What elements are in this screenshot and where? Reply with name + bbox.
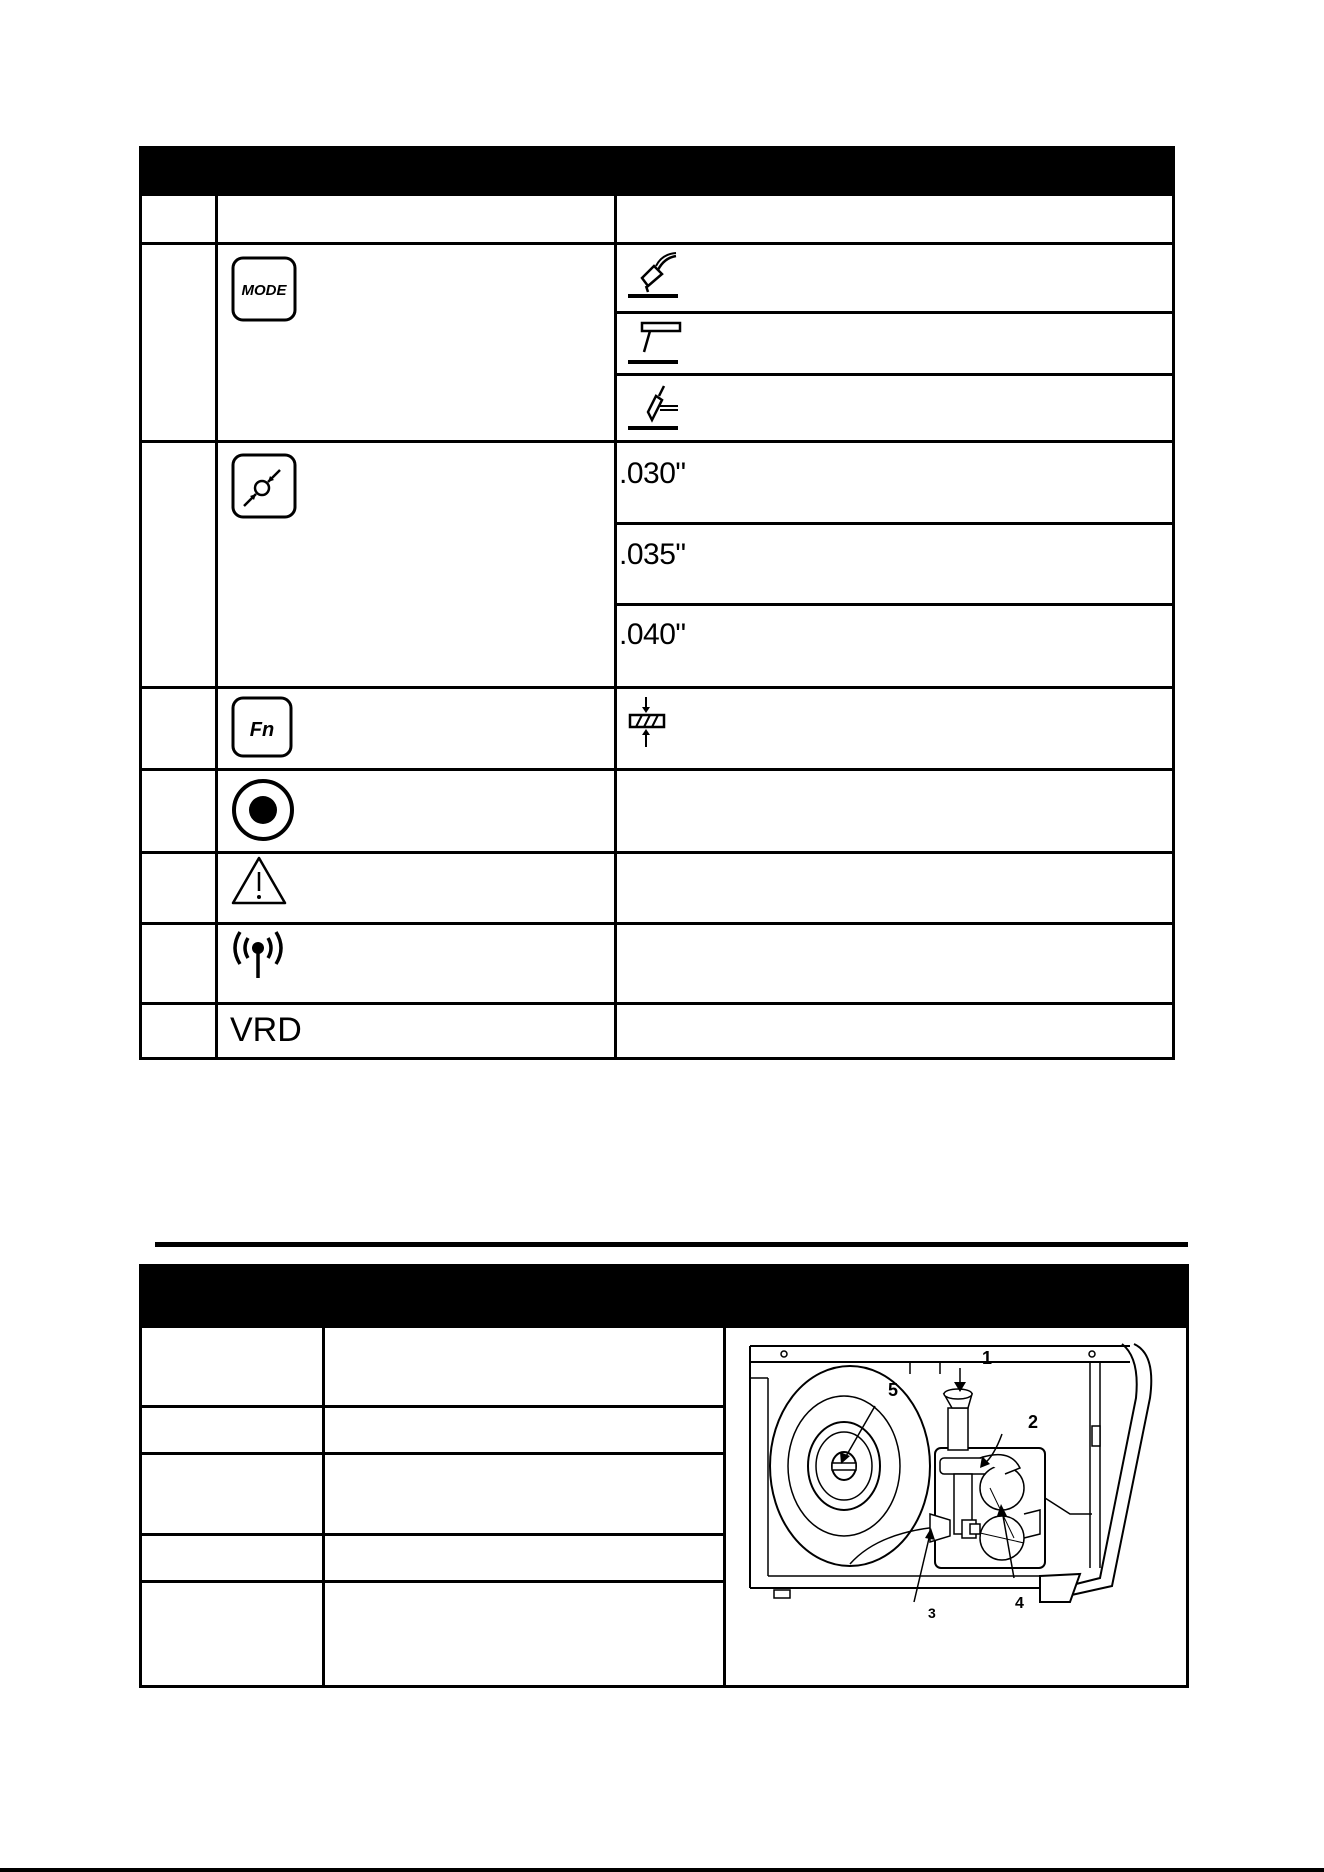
callout-3: 3 bbox=[928, 1605, 936, 1621]
stick-electrode-icon bbox=[626, 380, 684, 432]
record-indicator-icon bbox=[230, 777, 296, 843]
fn-button-label: Fn bbox=[249, 719, 275, 741]
controls-table-header bbox=[139, 146, 1175, 196]
mode-button-icon bbox=[230, 255, 298, 323]
callout-5: 5 bbox=[888, 1380, 899, 1400]
mode-button-label: MODE bbox=[241, 282, 287, 299]
wire-size-040: .040" bbox=[619, 618, 686, 651]
wire-diameter-button-icon bbox=[230, 452, 298, 520]
vrd-label: VRD bbox=[230, 1011, 302, 1049]
material-thickness-icon bbox=[626, 695, 674, 751]
wireless-icon bbox=[230, 928, 286, 980]
section-divider bbox=[155, 1242, 1188, 1247]
mig-torch-icon bbox=[626, 252, 684, 300]
wire-size-035: .035" bbox=[619, 538, 686, 571]
wire-size-030: .030" bbox=[619, 457, 686, 490]
callout-2: 2 bbox=[1028, 1412, 1039, 1432]
page-bottom-rule bbox=[0, 1868, 1324, 1872]
fn-button-icon bbox=[230, 695, 294, 759]
callout-4: 4 bbox=[1015, 1595, 1024, 1612]
wire-feed-diagram bbox=[740, 1338, 1180, 1678]
wire-feed-table-header bbox=[139, 1264, 1189, 1328]
callout-1: 1 bbox=[982, 1348, 993, 1368]
tig-torch-icon bbox=[626, 318, 684, 366]
warning-icon bbox=[230, 855, 288, 907]
